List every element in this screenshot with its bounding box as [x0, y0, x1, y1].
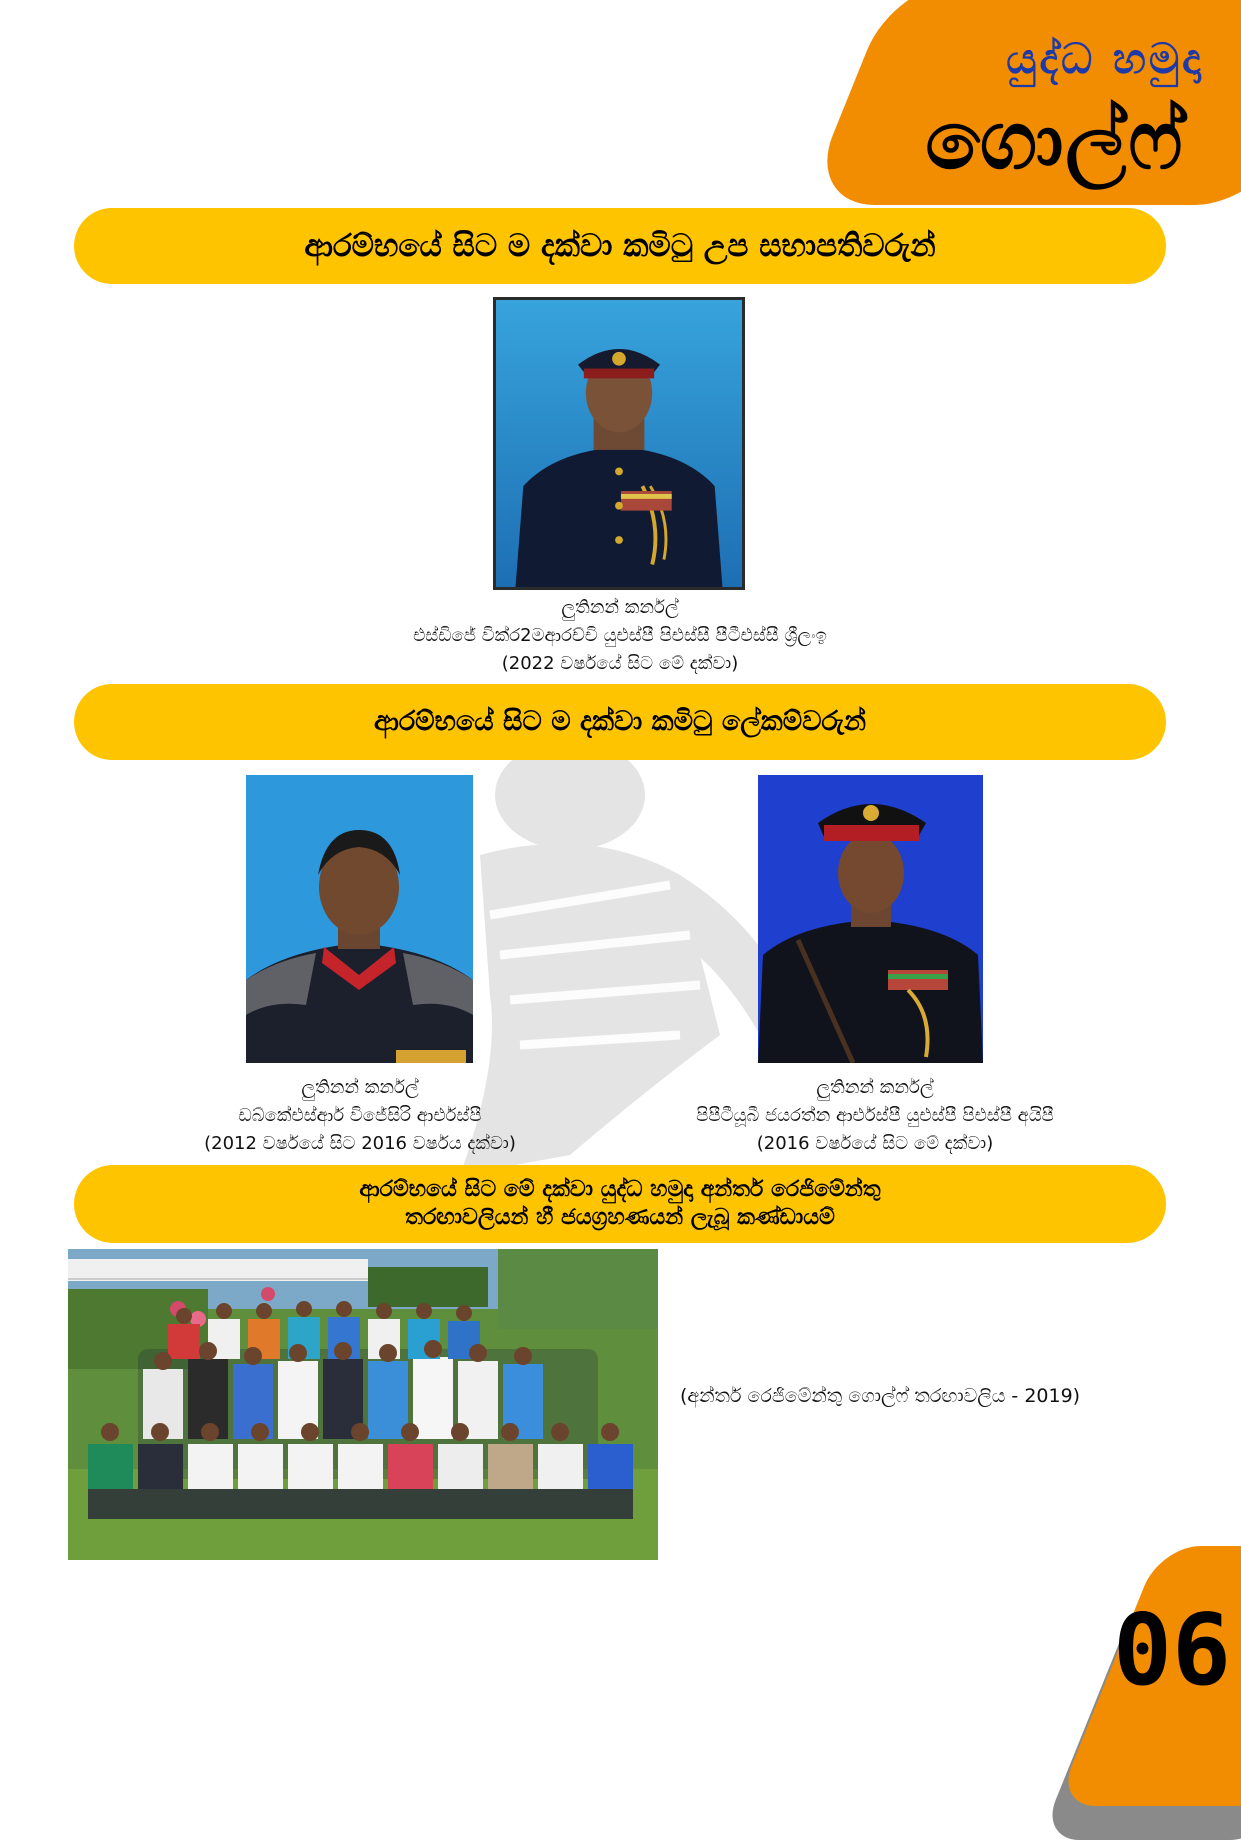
person-period: (2016 වර්ෂයේ සිට මේ දක්වා)	[756, 1133, 994, 1154]
banner-text-line-2: තරඟාවලියන් හී ජයග්‍රහණයන් ලැබූ කණ්ඩායම්	[405, 1205, 835, 1230]
banner-text-line-1: ආරම්භයේ සිට මේ දක්වා යුද්ධ හමුදා අන්තර් රෙජිමේන්තු	[359, 1177, 881, 1202]
header-subtitle: යුද්ධ හමුදා	[1006, 34, 1204, 83]
section-banner-vice-chairmen	[74, 208, 1166, 284]
caption-secretary-1	[130, 1074, 590, 1158]
person-rank: ලුතිනන් කර්නල්	[816, 1077, 934, 1098]
person-name: එස්ඩිජේ වික්ර2මආරච්චි යුඑස්පී පිඑස්සී පීටීඑස්සී ශ්‍රීලංඉ	[413, 625, 827, 646]
person-name: පිපීටීයූබී ජයරත්න ආර්එස්පී යුඑස්පී පිඑස්පී අයිපී	[696, 1105, 1054, 1126]
person-rank: ලුතිනන් කර්නල්	[561, 597, 679, 618]
section-banner-secretaries	[74, 684, 1166, 760]
portrait-photo-secretary-1	[246, 775, 473, 1063]
page-number: 06	[1112, 1594, 1231, 1708]
person-rank: ලුතිනන් කර්නල්	[301, 1077, 419, 1098]
person-period: (2012 වර්ෂයේ සිට 2016 වර්ෂය දක්වා)	[204, 1133, 516, 1154]
portrait-photo-vice-chairman	[493, 297, 745, 590]
team-group-photo	[68, 1249, 658, 1560]
caption-vice-chairman	[300, 594, 940, 678]
header-title: ගොල්ෆ්	[925, 94, 1185, 187]
person-period: (2022 වර්ෂයේ සිට මේ දක්වා)	[501, 653, 739, 674]
caption-secretary-2	[640, 1074, 1110, 1158]
banner-text: ආරම්භයේ සිට ම දක්වා කමිටු ලේකම්වරුන්	[373, 706, 867, 737]
team-photo-caption: (අන්තර් රෙජිමේන්තු ගොල්ෆ් තරඟාවලිය - 2019)	[680, 1385, 1081, 1407]
person-name: ඩබ්කේඑස්ආර් විජේසිරි ආර්එස්පී	[238, 1105, 482, 1126]
section-banner-winning-teams	[74, 1165, 1166, 1243]
portrait-photo-secretary-2	[758, 775, 983, 1063]
banner-text: ආරම්භයේ සිට ම දක්වා කමිටු උප සභාපතිවරුන්	[304, 227, 936, 264]
